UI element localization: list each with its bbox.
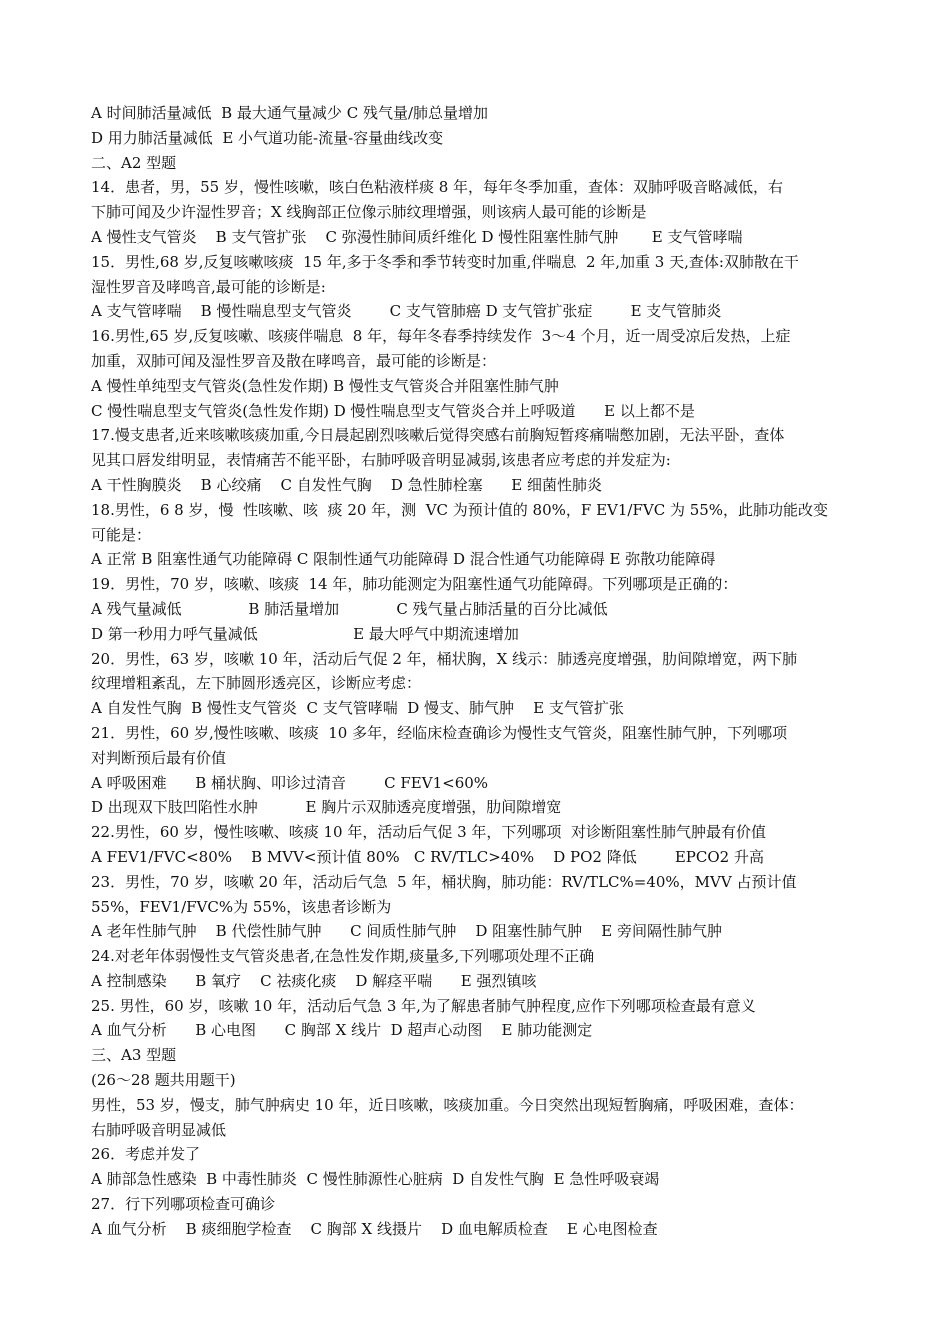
answer-options: A 正常 B 阻塞性通气功能障碍 C 限制性通气功能障碍 D 混合性通气功能障碍 E 弥散功能障碍 — [91, 550, 716, 569]
text-line: A 时间肺活量减低 B 最大通气量减少 C 残气量/肺总量增加 — [91, 104, 488, 122]
answer-options: A 慢性支气管炎 B 支气管扩张 C 弥漫性肺间质纤维化 D 慢性阻塞性肺气肿 E 支气管哮喘 — [91, 227, 743, 246]
answer-options: A 呼吸困难 B 桶状胸、叩诊过清音 C FEV1<60% — [91, 773, 489, 792]
answer-options: D 第一秒用力呼气量减低 E 最大呼气中期流速增加 — [91, 624, 519, 643]
text-line: D 用力肺活量减低 E 小气道功能-流量-容量曲线改变 — [91, 128, 444, 147]
question-stem: 55%，FEV1/FVC%为 55%，该患者诊断为 — [91, 897, 392, 916]
answer-options: C 慢性喘息型支气管炎(急性发作期) D 慢性喘息型支气管炎合并上呼吸道 E 以上都不是 — [91, 401, 695, 420]
shared-stem-note: (26～28 题共用题干) — [91, 1071, 236, 1090]
answer-options: D 出现双下肢凹陷性水肿 E 胸片示双肺透亮度增强，肋间隙增宽 — [91, 798, 562, 817]
question-stem: 27．行下列哪项检查可确诊 — [91, 1195, 276, 1214]
question-stem: 下肺可闻及少许湿性罗音；X 线胸部正位像示肺纹理增强，则该病人最可能的诊断是 — [91, 203, 647, 222]
question-stem: 纹理增粗紊乱，左下肺圆形透亮区，诊断应考虑： — [91, 674, 422, 693]
question-stem: 可能是： — [91, 525, 152, 544]
question-stem: 对判断预后最有价值 — [91, 748, 227, 767]
question-stem: 18.男性，6 8 岁，慢 性咳嗽、咳 痰 20 年，测 VC 为预计值的 80%，F EV1/FVC 为 55%，此肺功能改变 — [91, 500, 829, 519]
answer-options: A 肺部急性感染 B 中毒性肺炎 C 慢性肺源性心脏病 D 自发性气胸 E 急性呼吸衰竭 — [91, 1170, 660, 1189]
question-stem: 加重，双肺可闻及湿性罗音及散在哮鸣音，最可能的诊断是： — [91, 351, 497, 370]
question-stem: 男性，53 岁，慢支，肺气肿病史 10 年，近日咳嗽，咳痰加重。今日突然出现短暂胸痛，呼吸困难，查体： — [91, 1095, 804, 1114]
question-stem: 20．男性，63 岁，咳嗽 10 年，活动后气促 2 年，桶状胸，X 线示：肺透亮度增强，肋间隙增宽，两下肺 — [91, 649, 798, 668]
question-stem: 25. 男性，60 岁，咳嗽 10 年，活动后气急 3 年,为了解患者肺气肿程度,应作下列哪项检查最有意义 — [91, 996, 756, 1015]
answer-options: A 自发性气胸 B 慢性支气管炎 C 支气管哮喘 D 慢支、肺气肿 E 支气管扩张 — [91, 699, 624, 718]
answer-options: A 残气量减低 B 肺活量增加 C 残气量占肺活量的百分比减低 — [91, 599, 608, 618]
answer-options: A 老年性肺气肿 B 代偿性肺气肿 C 间质性肺气肿 D 阻塞性肺气肿 E 旁间隔性肺气肿 — [91, 922, 722, 941]
question-stem: 17.慢支患者,近来咳嗽咳痰加重,今日晨起剧烈咳嗽后觉得突感右前胸短暂疼痛喘憋加剧，无法平卧，查体 — [91, 426, 785, 445]
question-stem: 15．男性,68 岁,反复咳嗽咳痰 15 年,多于冬季和季节转变时加重,伴喘息 2 年,加重 3 天,查体:双肺散在干 — [91, 252, 799, 271]
question-stem: 见其口唇发绀明显，表情痛苦不能平卧，右肺呼吸音明显减弱,该患者应考虑的并发症为: — [91, 451, 671, 470]
document-body — [91, 101, 871, 1242]
question-stem: 22.男性，60 岁，慢性咳嗽、咳痰 10 年，活动后气促 3 年，下列哪项 对诊断阻塞性肺气肿最有价值 — [91, 823, 766, 842]
answer-options: A 血气分析 B 痰细胞学检查 C 胸部 X 线摄片 D 血电解质检查 E 心电图检查 — [91, 1219, 658, 1238]
answer-options: A 慢性单纯型支气管炎(急性发作期) B 慢性支气管炎合并阻塞性肺气肿 — [91, 376, 559, 395]
section-heading: 二、A2 型题 — [91, 153, 177, 172]
question-stem: 右肺呼吸音明显减低 — [91, 1120, 227, 1139]
answer-options: A 支气管哮喘 B 慢性喘息型支气管炎 C 支气管肺癌 D 支气管扩张症 E 支气管肺炎 — [91, 302, 722, 321]
question-stem: 21．男性，60 岁,慢性咳嗽、咳痰 10 多年，经临床检查确诊为慢性支气管炎，阻塞性肺气肿，下列哪项 — [91, 723, 788, 742]
question-stem: 26．考虑并发了 — [91, 1145, 201, 1164]
section-heading: 三、A3 型题 — [91, 1046, 177, 1065]
question-stem: 24.对老年体弱慢性支气管炎患者,在急性发作期,痰量多,下列哪项处理不正确 — [91, 947, 595, 966]
question-stem: 14．患者，男，55 岁，慢性咳嗽，咳白色粘液样痰 8 年，每年冬季加重，查体：双肺呼吸音略减低，右 — [91, 178, 784, 197]
answer-options: A 控制感染 B 氧疗 C 祛痰化痰 D 解痉平喘 E 强烈镇咳 — [91, 971, 537, 990]
answer-options: A 血气分析 B 心电图 C 胸部 X 线片 D 超声心动图 E 肺功能测定 — [91, 1021, 593, 1040]
answer-options: A FEV1/FVC<80% B MVV<预计值 80% C RV/TLC>40% D PO2 降低 EPCO2 升高 — [91, 847, 764, 866]
question-stem: 湿性罗音及哮鸣音,最可能的诊断是: — [91, 277, 326, 296]
answer-options: A 干性胸膜炎 B 心绞痛 C 自发性气胸 D 急性肺栓塞 E 细菌性肺炎 — [91, 475, 602, 494]
question-stem: 19．男性，70 岁，咳嗽、咳痰 14 年，肺功能测定为阻塞性通气功能障碍。下列哪项是正确的： — [91, 575, 738, 594]
question-stem: 23．男性，70 岁，咳嗽 20 年，活动后气急 5 年，桶状胸，肺功能：RV/TLC%=40%，MVV 占预计值 — [91, 872, 797, 891]
question-stem: 16.男性,65 岁,反复咳嗽、咳痰伴喘息 8 年，每年冬春季持续发作 3～4 个月，近一周受凉后发热，上症 — [91, 327, 791, 346]
